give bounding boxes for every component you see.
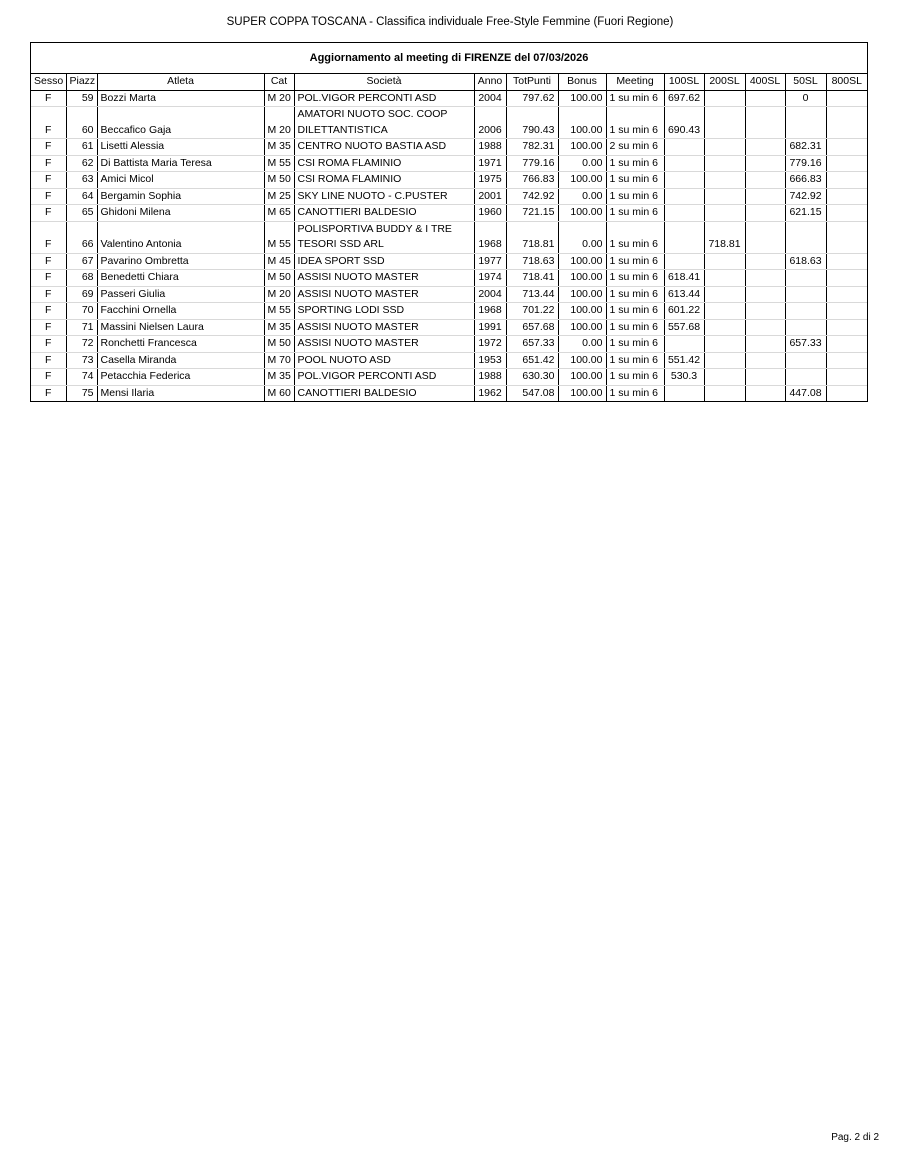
- 50sl-cell: [785, 319, 826, 336]
- rank-cell: 63: [66, 172, 97, 189]
- column-header: Piazz: [66, 74, 97, 90]
- rank-cell: 62: [66, 155, 97, 172]
- meeting-cell: 1 su min 6: [606, 270, 664, 287]
- total-points-cell: 718.41: [506, 270, 558, 287]
- 50sl-cell: 657.33: [785, 336, 826, 353]
- club-cell: CENTRO NUOTO BASTIA ASD: [294, 139, 474, 156]
- club-cell: POOL NUOTO ASD: [294, 352, 474, 369]
- total-points-cell: 547.08: [506, 385, 558, 401]
- rank-cell: 75: [66, 385, 97, 401]
- 100sl-cell: [664, 155, 704, 172]
- 200sl-cell: [704, 385, 745, 401]
- rank-cell: 64: [66, 188, 97, 205]
- 200sl-cell: [704, 303, 745, 320]
- year-cell: 2006: [474, 107, 506, 139]
- 400sl-cell: [745, 188, 785, 205]
- meeting-cell: 1 su min 6: [606, 205, 664, 222]
- club-cell: CSI ROMA FLAMINIO: [294, 172, 474, 189]
- athlete-cell: Pavarino Ombretta: [97, 253, 264, 270]
- category-cell: M 35: [264, 139, 294, 156]
- bonus-cell: 100.00: [558, 253, 606, 270]
- column-header: Società: [294, 74, 474, 90]
- 400sl-cell: [745, 385, 785, 401]
- sex-cell: F: [31, 253, 66, 270]
- total-points-cell: 657.33: [506, 336, 558, 353]
- category-cell: M 50: [264, 336, 294, 353]
- 800sl-cell: [826, 107, 867, 139]
- total-points-cell: 630.30: [506, 369, 558, 386]
- 200sl-cell: [704, 319, 745, 336]
- athlete-cell: Mensi Ilaria: [97, 385, 264, 401]
- club-cell: ASSISI NUOTO MASTER: [294, 336, 474, 353]
- 100sl-cell: [664, 385, 704, 401]
- 100sl-cell: 697.62: [664, 90, 704, 107]
- 50sl-cell: 618.63: [785, 253, 826, 270]
- 50sl-cell: [785, 270, 826, 287]
- 200sl-cell: [704, 352, 745, 369]
- 200sl-cell: [704, 369, 745, 386]
- 100sl-cell: 601.22: [664, 303, 704, 320]
- athlete-cell: Amici Micol: [97, 172, 264, 189]
- 100sl-cell: 551.42: [664, 352, 704, 369]
- 800sl-cell: [826, 270, 867, 287]
- column-header: 200SL: [704, 74, 745, 90]
- category-cell: M 20: [264, 286, 294, 303]
- meeting-cell: 1 su min 6: [606, 90, 664, 107]
- bonus-cell: 100.00: [558, 205, 606, 222]
- sex-cell: F: [31, 319, 66, 336]
- meeting-cell: 1 su min 6: [606, 352, 664, 369]
- total-points-cell: 651.42: [506, 352, 558, 369]
- total-points-cell: 657.68: [506, 319, 558, 336]
- bonus-cell: 100.00: [558, 352, 606, 369]
- 800sl-cell: [826, 172, 867, 189]
- sex-cell: F: [31, 139, 66, 156]
- year-cell: 2001: [474, 188, 506, 205]
- table-row: [31, 303, 867, 320]
- year-cell: 1988: [474, 369, 506, 386]
- meeting-cell: 2 su min 6: [606, 139, 664, 156]
- meeting-cell: 1 su min 6: [606, 336, 664, 353]
- year-cell: 2004: [474, 286, 506, 303]
- column-header: 100SL: [664, 74, 704, 90]
- sex-cell: F: [31, 221, 66, 253]
- bonus-cell: 100.00: [558, 369, 606, 386]
- athlete-cell: Massini Nielsen Laura: [97, 319, 264, 336]
- 200sl-cell: [704, 336, 745, 353]
- meeting-cell: 1 su min 6: [606, 172, 664, 189]
- category-cell: M 55: [264, 303, 294, 320]
- year-cell: 1953: [474, 352, 506, 369]
- category-cell: M 50: [264, 270, 294, 287]
- 400sl-cell: [745, 172, 785, 189]
- column-header: Atleta: [97, 74, 264, 90]
- category-cell: M 20: [264, 107, 294, 139]
- 400sl-cell: [745, 270, 785, 287]
- rank-cell: 71: [66, 319, 97, 336]
- athlete-cell: Benedetti Chiara: [97, 270, 264, 287]
- category-cell: M 55: [264, 155, 294, 172]
- column-header: Bonus: [558, 74, 606, 90]
- club-cell: IDEA SPORT SSD: [294, 253, 474, 270]
- 400sl-cell: [745, 303, 785, 320]
- 200sl-cell: [704, 205, 745, 222]
- 50sl-cell: [785, 221, 826, 253]
- bonus-cell: 0.00: [558, 336, 606, 353]
- category-cell: M 60: [264, 385, 294, 401]
- athlete-cell: Ronchetti Francesca: [97, 336, 264, 353]
- total-points-cell: 713.44: [506, 286, 558, 303]
- club-cell: POL.VIGOR PERCONTI ASD: [294, 369, 474, 386]
- 800sl-cell: [826, 155, 867, 172]
- total-points-cell: 790.43: [506, 107, 558, 139]
- rank-cell: 73: [66, 352, 97, 369]
- 200sl-cell: [704, 107, 745, 139]
- year-cell: 1988: [474, 139, 506, 156]
- bonus-cell: 100.00: [558, 139, 606, 156]
- year-cell: 1975: [474, 172, 506, 189]
- sex-cell: F: [31, 205, 66, 222]
- table-row: [31, 319, 867, 336]
- 50sl-cell: [785, 369, 826, 386]
- rank-cell: 59: [66, 90, 97, 107]
- 100sl-cell: [664, 253, 704, 270]
- table-row: [31, 188, 867, 205]
- athlete-cell: Bergamin Sophia: [97, 188, 264, 205]
- table-row: [31, 107, 867, 139]
- 50sl-cell: [785, 352, 826, 369]
- bonus-cell: 100.00: [558, 172, 606, 189]
- sex-cell: F: [31, 172, 66, 189]
- 800sl-cell: [826, 188, 867, 205]
- 200sl-cell: [704, 286, 745, 303]
- update-subtitle: Aggiornamento al meeting di FIRENZE del 07/03/2026: [31, 43, 867, 74]
- 50sl-cell: 742.92: [785, 188, 826, 205]
- meeting-cell: 1 su min 6: [606, 253, 664, 270]
- bonus-cell: 100.00: [558, 319, 606, 336]
- meeting-cell: 1 su min 6: [606, 188, 664, 205]
- 100sl-cell: [664, 172, 704, 189]
- club-cell: CANOTTIERI BALDESIO: [294, 205, 474, 222]
- column-header: TotPunti: [506, 74, 558, 90]
- club-cell: ASSISI NUOTO MASTER: [294, 319, 474, 336]
- 100sl-cell: [664, 336, 704, 353]
- 200sl-cell: [704, 90, 745, 107]
- 400sl-cell: [745, 369, 785, 386]
- club-cell: ASSISI NUOTO MASTER: [294, 286, 474, 303]
- table-body: [31, 90, 867, 401]
- 200sl-cell: [704, 172, 745, 189]
- year-cell: 1960: [474, 205, 506, 222]
- 100sl-cell: 557.68: [664, 319, 704, 336]
- club-cell: AMATORI NUOTO SOC. COOP DILETTANTISTICA: [294, 107, 474, 139]
- rank-cell: 66: [66, 221, 97, 253]
- 800sl-cell: [826, 253, 867, 270]
- rank-cell: 72: [66, 336, 97, 353]
- 50sl-cell: [785, 303, 826, 320]
- table-row: [31, 369, 867, 386]
- column-header: Sesso: [31, 74, 66, 90]
- page-number: Pag. 2 di 2: [831, 1132, 879, 1143]
- total-points-cell: 766.83: [506, 172, 558, 189]
- year-cell: 1962: [474, 385, 506, 401]
- meeting-cell: 1 su min 6: [606, 155, 664, 172]
- year-cell: 1971: [474, 155, 506, 172]
- club-cell: CANOTTIERI BALDESIO: [294, 385, 474, 401]
- 200sl-cell: [704, 155, 745, 172]
- 100sl-cell: 690.43: [664, 107, 704, 139]
- category-cell: M 70: [264, 352, 294, 369]
- table-row: [31, 270, 867, 287]
- ranking-table: [31, 74, 867, 401]
- bonus-cell: 100.00: [558, 385, 606, 401]
- rank-cell: 61: [66, 139, 97, 156]
- club-cell: SKY LINE NUOTO - C.PUSTER: [294, 188, 474, 205]
- 50sl-cell: 779.16: [785, 155, 826, 172]
- bonus-cell: 100.00: [558, 90, 606, 107]
- meeting-cell: 1 su min 6: [606, 369, 664, 386]
- club-cell: ASSISI NUOTO MASTER: [294, 270, 474, 287]
- rank-cell: 69: [66, 286, 97, 303]
- athlete-cell: Beccafico Gaja: [97, 107, 264, 139]
- 50sl-cell: [785, 107, 826, 139]
- club-cell: POL.VIGOR PERCONTI ASD: [294, 90, 474, 107]
- sex-cell: F: [31, 107, 66, 139]
- athlete-cell: Ghidoni Milena: [97, 205, 264, 222]
- athlete-cell: Passeri Giulia: [97, 286, 264, 303]
- 50sl-cell: 666.83: [785, 172, 826, 189]
- year-cell: 1974: [474, 270, 506, 287]
- 800sl-cell: [826, 205, 867, 222]
- sex-cell: F: [31, 369, 66, 386]
- meeting-cell: 1 su min 6: [606, 286, 664, 303]
- ranking-frame: [30, 42, 868, 402]
- club-cell: POLISPORTIVA BUDDY & I TRE TESORI SSD ARL: [294, 221, 474, 253]
- column-header: 800SL: [826, 74, 867, 90]
- rank-cell: 70: [66, 303, 97, 320]
- category-cell: M 20: [264, 90, 294, 107]
- meeting-cell: 1 su min 6: [606, 319, 664, 336]
- athlete-cell: Petacchia Federica: [97, 369, 264, 386]
- meeting-cell: 1 su min 6: [606, 385, 664, 401]
- bonus-cell: 0.00: [558, 155, 606, 172]
- category-cell: M 35: [264, 369, 294, 386]
- total-points-cell: 701.22: [506, 303, 558, 320]
- sex-cell: F: [31, 155, 66, 172]
- table-row: [31, 385, 867, 401]
- total-points-cell: 797.62: [506, 90, 558, 107]
- column-header: 50SL: [785, 74, 826, 90]
- table-row: [31, 155, 867, 172]
- rank-cell: 68: [66, 270, 97, 287]
- 800sl-cell: [826, 385, 867, 401]
- year-cell: 1977: [474, 253, 506, 270]
- table-row: [31, 286, 867, 303]
- 400sl-cell: [745, 253, 785, 270]
- rank-cell: 60: [66, 107, 97, 139]
- sex-cell: F: [31, 336, 66, 353]
- 400sl-cell: [745, 286, 785, 303]
- meeting-cell: 1 su min 6: [606, 303, 664, 320]
- table-row: [31, 90, 867, 107]
- athlete-cell: Di Battista Maria Teresa: [97, 155, 264, 172]
- 400sl-cell: [745, 319, 785, 336]
- 400sl-cell: [745, 90, 785, 107]
- 100sl-cell: [664, 205, 704, 222]
- header-row: [31, 74, 867, 90]
- year-cell: 2004: [474, 90, 506, 107]
- 200sl-cell: [704, 139, 745, 156]
- table-row: [31, 352, 867, 369]
- document-title: SUPER COPPA TOSCANA - Classifica individuale Free-Style Femmine (Fuori Regione): [226, 16, 674, 28]
- bonus-cell: 100.00: [558, 107, 606, 139]
- sex-cell: F: [45, 386, 52, 399]
- sex-cell: F: [31, 90, 66, 107]
- 100sl-cell: [664, 221, 704, 253]
- 400sl-cell: [745, 352, 785, 369]
- category-cell: M 45: [264, 253, 294, 270]
- category-cell: M 55: [264, 221, 294, 253]
- 100sl-cell: 613.44: [664, 286, 704, 303]
- table-row: [31, 205, 867, 222]
- club-cell: SPORTING LODI SSD: [294, 303, 474, 320]
- 400sl-cell: [745, 139, 785, 156]
- 50sl-cell: 682.31: [785, 139, 826, 156]
- bonus-cell: 100.00: [558, 270, 606, 287]
- 50sl-cell: 447.08: [785, 385, 826, 401]
- category-cell: M 35: [264, 319, 294, 336]
- 400sl-cell: [745, 221, 785, 253]
- table-row: [31, 139, 867, 156]
- year-cell: 1968: [474, 221, 506, 253]
- total-points-cell: 718.63: [506, 253, 558, 270]
- athlete-cell: Valentino Antonia: [97, 221, 264, 253]
- rank-cell: 67: [66, 253, 97, 270]
- 800sl-cell: [826, 286, 867, 303]
- 50sl-cell: [785, 286, 826, 303]
- 100sl-cell: 618.41: [664, 270, 704, 287]
- 100sl-cell: [664, 139, 704, 156]
- 800sl-cell: [826, 352, 867, 369]
- 800sl-cell: [826, 336, 867, 353]
- bonus-cell: 100.00: [558, 286, 606, 303]
- total-points-cell: 718.81: [506, 221, 558, 253]
- 800sl-cell: [826, 319, 867, 336]
- column-header: Anno: [474, 74, 506, 90]
- athlete-cell: Casella Miranda: [97, 352, 264, 369]
- club-cell: CSI ROMA FLAMINIO: [294, 155, 474, 172]
- table-row: [31, 221, 867, 253]
- bonus-cell: 0.00: [558, 188, 606, 205]
- athlete-cell: Bozzi Marta: [97, 90, 264, 107]
- 200sl-cell: [704, 188, 745, 205]
- year-cell: 1968: [474, 303, 506, 320]
- rank-cell: 74: [66, 369, 97, 386]
- column-header: 400SL: [745, 74, 785, 90]
- rank-cell: 65: [66, 205, 97, 222]
- 800sl-cell: [826, 139, 867, 156]
- 200sl-cell: 718.81: [704, 221, 745, 253]
- athlete-cell: Facchini Ornella: [97, 303, 264, 320]
- category-cell: M 50: [264, 172, 294, 189]
- column-header: Meeting: [606, 74, 664, 90]
- sex-cell: F: [31, 352, 66, 369]
- total-points-cell: 721.15: [506, 205, 558, 222]
- 100sl-cell: 530.3: [664, 369, 704, 386]
- category-cell: M 25: [264, 188, 294, 205]
- column-header: Cat: [264, 74, 294, 90]
- table-row: [31, 253, 867, 270]
- 400sl-cell: [745, 336, 785, 353]
- 400sl-cell: [745, 155, 785, 172]
- 50sl-cell: 0: [785, 90, 826, 107]
- athlete-cell: Lisetti Alessia: [97, 139, 264, 156]
- bonus-cell: 100.00: [558, 303, 606, 320]
- table-row: [31, 336, 867, 353]
- 100sl-cell: [664, 188, 704, 205]
- total-points-cell: 742.92: [506, 188, 558, 205]
- 800sl-cell: [826, 90, 867, 107]
- meeting-cell: 1 su min 6: [606, 107, 664, 139]
- year-cell: 1991: [474, 319, 506, 336]
- 400sl-cell: [745, 205, 785, 222]
- 200sl-cell: [704, 253, 745, 270]
- 400sl-cell: [745, 107, 785, 139]
- sex-cell: F: [31, 286, 66, 303]
- sex-cell: F: [31, 303, 66, 320]
- 800sl-cell: [826, 369, 867, 386]
- category-cell: M 65: [264, 205, 294, 222]
- total-points-cell: 779.16: [506, 155, 558, 172]
- 50sl-cell: 621.15: [785, 205, 826, 222]
- sex-cell: F: [31, 188, 66, 205]
- sex-cell: F: [31, 270, 66, 287]
- 800sl-cell: [826, 303, 867, 320]
- 200sl-cell: [704, 270, 745, 287]
- 800sl-cell: [826, 221, 867, 253]
- bonus-cell: 0.00: [558, 221, 606, 253]
- total-points-cell: 782.31: [506, 139, 558, 156]
- meeting-cell: 1 su min 6: [606, 221, 664, 253]
- table-row: [31, 172, 867, 189]
- year-cell: 1972: [474, 336, 506, 353]
